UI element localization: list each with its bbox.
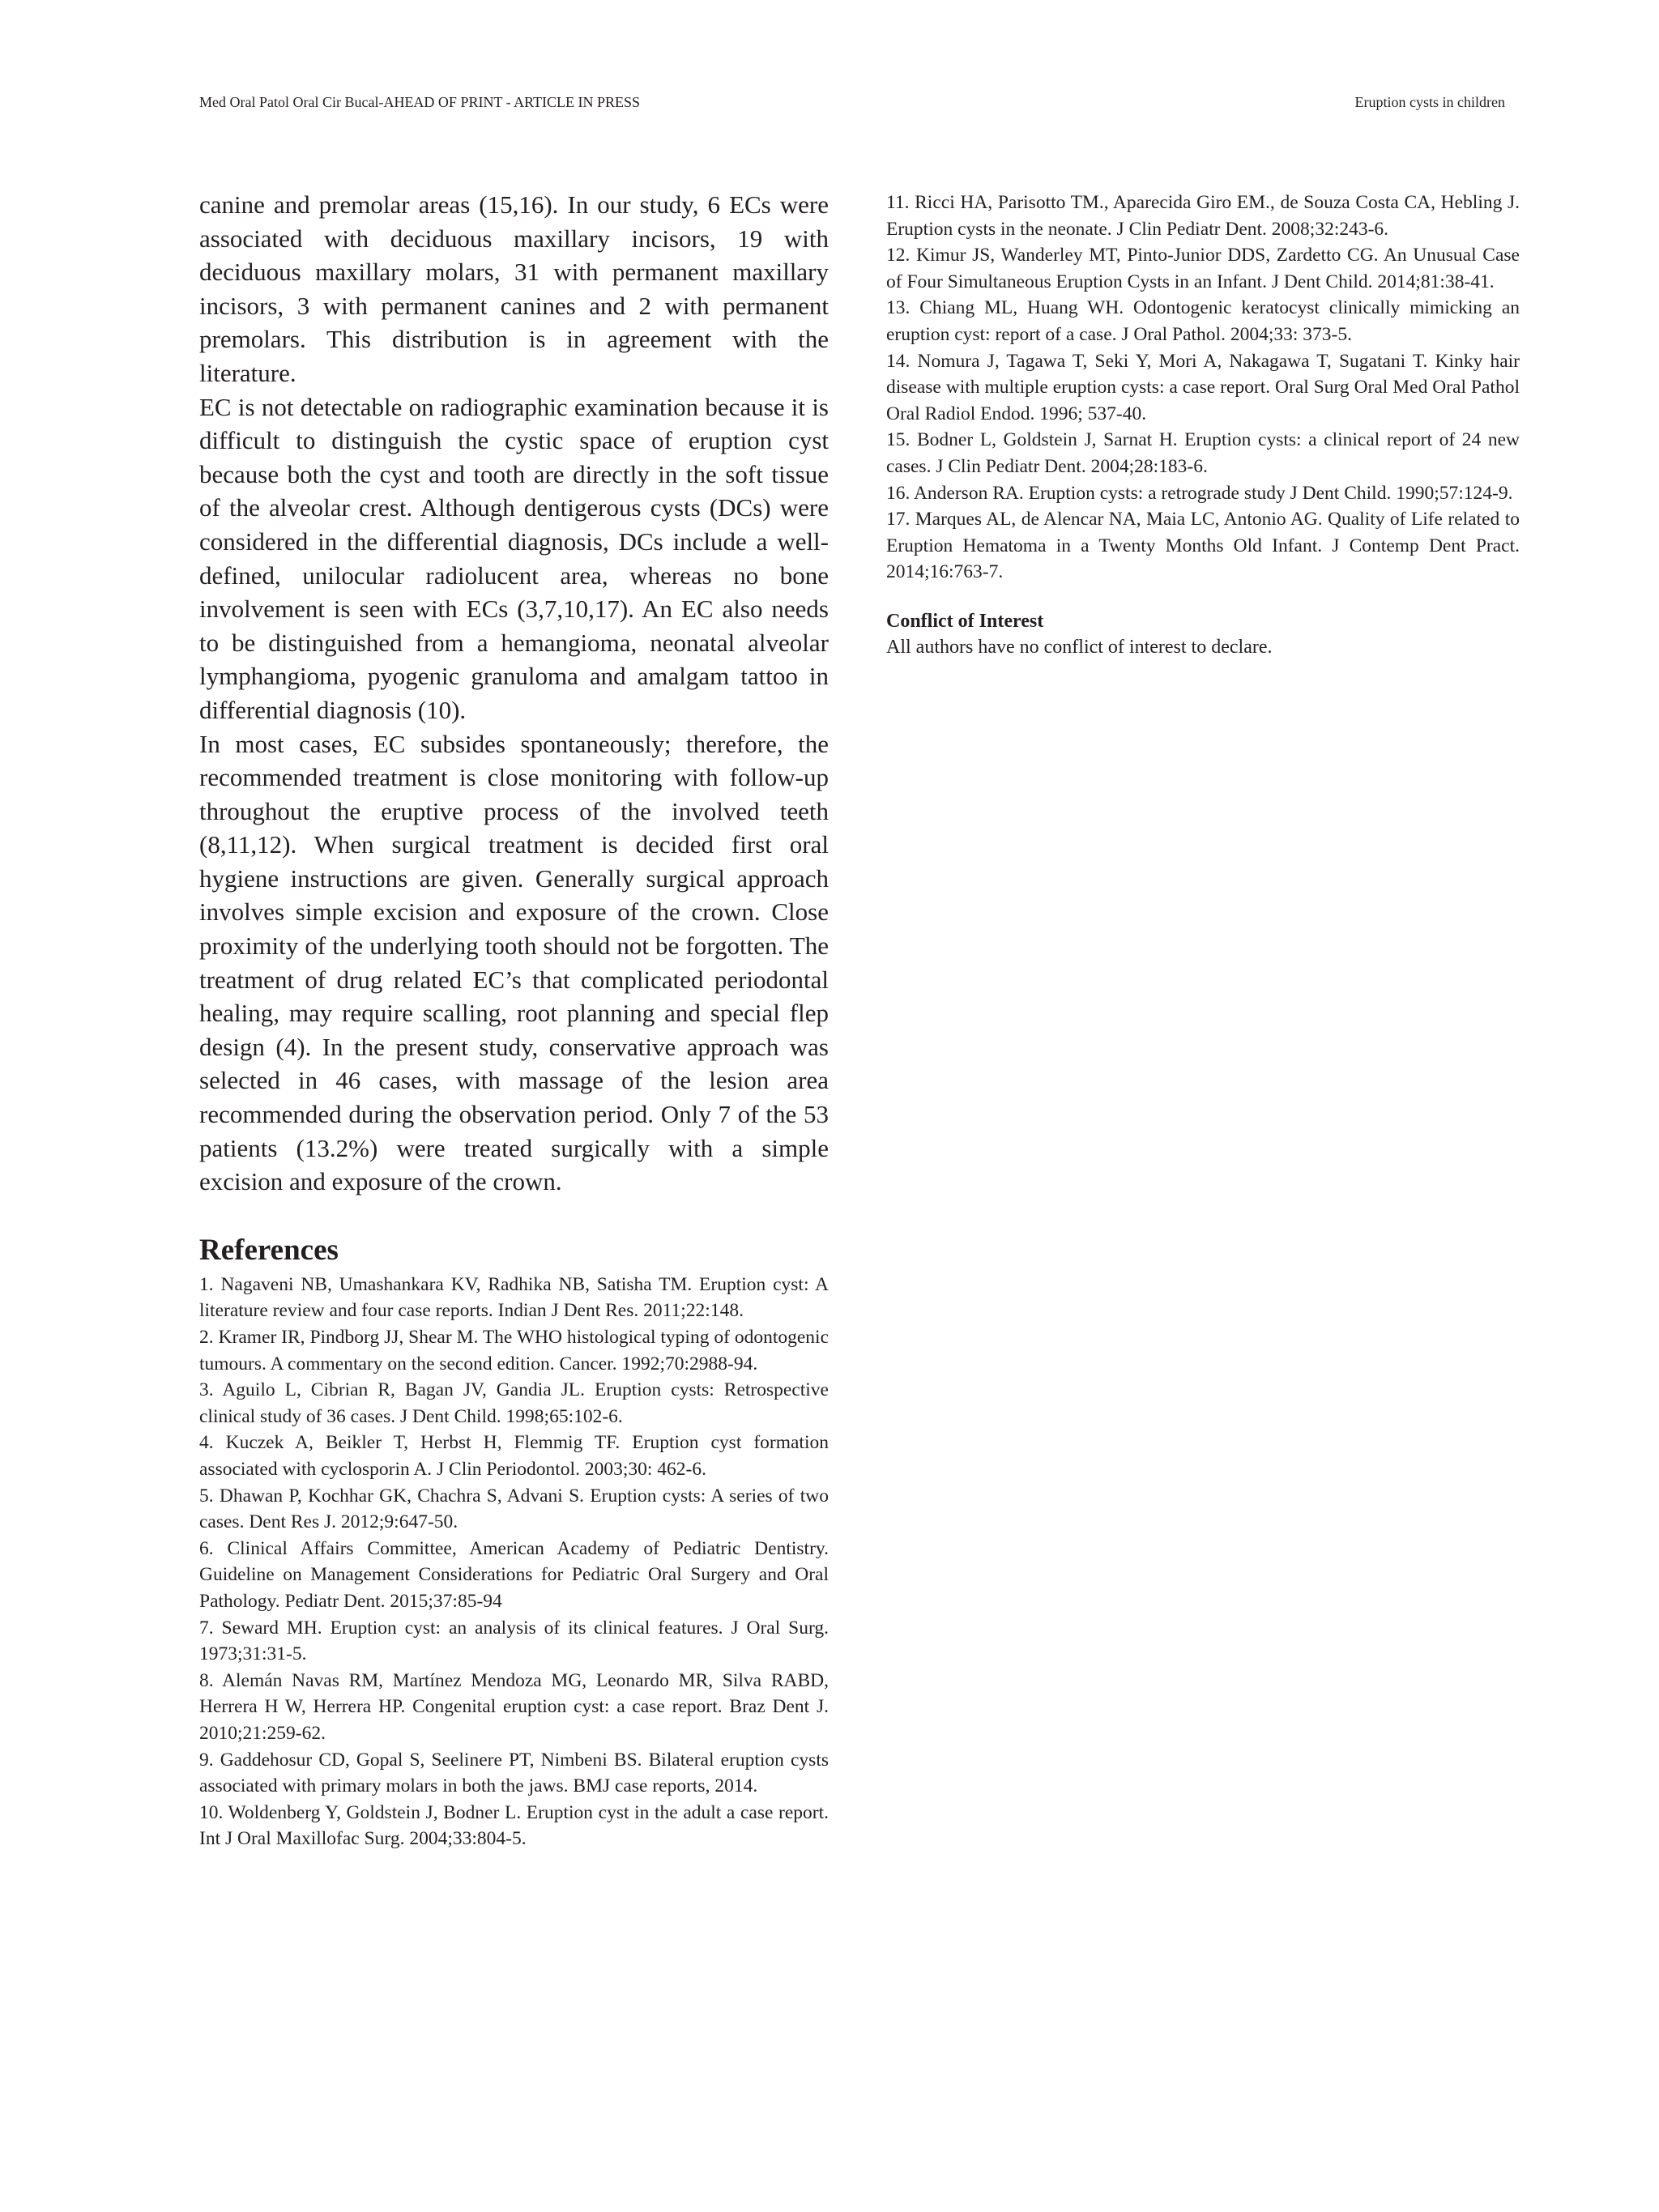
reference-list-right <box>886 190 1520 586</box>
reference-item: 8. Alemán Navas RM, Martínez Mendoza MG, Leonardo MR, Silva RABD, Herrera H W, Herrera HP. Congenital eruption cyst: a case report. Braz Dent J. 2010;21:259-62. <box>199 1669 829 1744</box>
reference-item: 2. Kramer IR, Pindborg JJ, Shear M. The WHO histological typing of odontogenic tumours. A commentary on the second edition. Cancer. 1992;70:2988-94. <box>199 1327 829 1375</box>
reference-item: 17. Marques AL, de Alencar NA, Maia LC, Antonio AG. Quality of Life related to Eruption Hematoma in a Twenty Months Old Infant. J Contemp Dent Pract. 2014;16:763-7. <box>886 509 1520 583</box>
references-heading: References <box>199 1233 339 1267</box>
reference-item: 15. Bodner L, Goldstein J, Sarnat H. Eruption cysts: a clinical report of 24 new cases. J Clin Pediatr Dent. 2004;28:183-6. <box>886 429 1520 477</box>
running-head-title: Eruption cysts in children <box>1354 94 1505 110</box>
conflict-statement: All authors have no conflict of interest to declare. <box>886 636 1273 658</box>
discussion-text <box>199 188 829 1199</box>
running-head-journal: Med Oral Patol Oral Cir Bucal-AHEAD OF PRINT - ARTICLE IN PRESS <box>199 94 641 110</box>
reference-item: 7. Seward MH. Eruption cyst: an analysis of its clinical features. J Oral Surg. 1973;31:31-5. <box>199 1617 829 1665</box>
right-column <box>886 190 1520 660</box>
reference-item: 5. Dhawan P, Kochhar GK, Chachra S, Advani S. Eruption cysts: A series of two cases. Dent Res J. 2012;9:647-50. <box>199 1485 829 1533</box>
reference-item: 10. Woldenberg Y, Goldstein J, Bodner L. Eruption cyst in the adult a case report. Int J Oral Maxillofac Surg. 2004;33:804-5. <box>199 1801 829 1850</box>
reference-item: 13. Chiang ML, Huang WH. Odontogenic keratocyst clinically mimicking an eruption cyst: report of a case. J Oral Pathol. 2004;33: 373-5. <box>886 297 1520 345</box>
reference-item: 3. Aguilo L, Cibrian R, Bagan JV, Gandia JL. Eruption cysts: Retrospective clinical study of 36 cases. J Dent Child. 1998;65:102-6. <box>199 1379 829 1427</box>
reference-item: 12. Kimur JS, Wanderley MT, Pinto-Junior DDS, Zardetto CG. An Unusual Case of Four Simultaneous Eruption Cysts in an Infant. J Dent Child. 2014;81:38-41. <box>886 245 1520 292</box>
reference-item: 4. Kuczek A, Beikler T, Herbst H, Flemmig TF. Eruption cyst formation associated with cyclosporin A. J Clin Periodontol. 2003;30: 462-6. <box>199 1432 829 1480</box>
reference-item: 6. Clinical Affairs Committee, American Academy of Pediatric Dentistry. Guideline on Management Considerations for Pediatric Oral Surgery and Oral Pathology. Pediatr Dent. 2015;37:85-94 <box>199 1537 829 1612</box>
reference-item: 1. Nagaveni NB, Umashankara KV, Radhika NB, Satisha TM. Eruption cyst: A literature review and four case reports. Indian J Dent Res. 2011;22:148. <box>199 1273 829 1322</box>
reference-list-left <box>199 1272 829 1852</box>
body-paragraph: EC is not detectable on radiographic examination because it is difficult to distinguish the cystic space of eruption cyst because both the cyst and tooth are directly in the soft tissue of the alveolar crest. Although dentigerous cysts (DCs) were considered in the differential diagnosis, DCs include a well-defined, unilocular radiolucent area, whereas no bone involvement is seen with ECs (3,7,10,17). An EC also needs to be distinguished from a hemangioma, neonatal alveolar lymphangioma, pyogenic granuloma and amalgam tattoo in differential diagnosis (10). <box>199 392 829 724</box>
body-paragraph: In most cases, EC subsides spontaneously; therefore, the recommended treatment is close monitoring with follow-up throughout the eruptive process of the involved teeth (8,11,12). When surgical treatment is decided first oral hygiene instructions are given. Generally surgical approach involves simple excision and exposure of the crown. Close proximity of the underlying tooth should not be forgotten. The treatment of drug related EC’s that complicated periodontal healing, may require scalling, root planning and special flep design (4). In the present study, conservative approach was selected in 46 cases, with massage of the lesion area recommended during the observation period. Only 7 of the 53 patients (13.2%) were treated surgically with a simple excision and exposure of the crown. <box>199 729 829 1196</box>
conflict-heading: Conflict of Interest <box>886 610 1044 632</box>
body-paragraph: canine and premolar areas (15,16). In our study, 6 ECs were associated with deciduous maxillary incisors, 19 with deciduous maxillary molars, 31 with permanent maxillary incisors, 3 with permanent canines and 2 with permanent premolars. This distribution is in agreement with the literature. <box>199 190 829 387</box>
reference-item: 9. Gaddehosur CD, Gopal S, Seelinere PT, Nimbeni BS. Bilateral eruption cysts associated with primary molars in both the jaws. BMJ case reports, 2014. <box>199 1749 829 1797</box>
reference-item: 14. Nomura J, Tagawa T, Seki Y, Mori A, Nakagawa T, Sugatani T. Kinky hair disease with multiple eruption cysts: a case report. Oral Surg Oral Med Oral Pathol Oral Radiol Endod. 1996; 537-40. <box>886 350 1520 424</box>
left-column <box>199 188 829 1852</box>
reference-item: 11. Ricci HA, Parisotto TM., Aparecida Giro EM., de Souza Costa CA, Hebling J. Eruption cysts in the neonate. J Clin Pediatr Dent. 2008;32:243-6. <box>886 192 1520 240</box>
reference-item: 16. Anderson RA. Eruption cysts: a retrograde study J Dent Child. 1990;57:124-9. <box>886 482 1513 504</box>
